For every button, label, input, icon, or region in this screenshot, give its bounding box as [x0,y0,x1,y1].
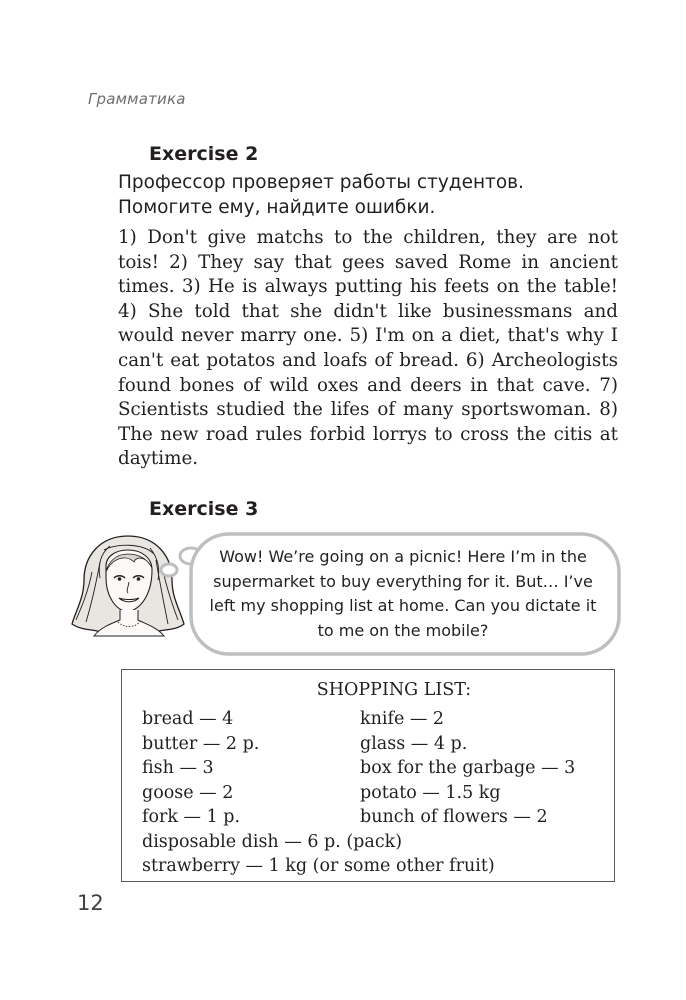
exercise-2-text: 1) Don't give matchs to the children, they are not tois! 2) They say that gees saved Rome in ancient times. 3) He is always putting his feets on the table! 4) She told that she didn't like businessmans and would never marry one. 5) I'm on a diet, that's why I can't eat potatos and loafs of bread. 6) Archeologists found bones of wild oxes and deers in that cave. 7) Scientists studied the lifes of many sportswoman. 8) The new road rules forbid lorrys to cross the citis at daytime. [118,227,618,470]
exercise-3-title: Exercise 3 [149,498,259,520]
shopping-list-box [121,669,615,882]
list-item: goose — 2 [142,782,234,803]
list-item: bread — 4 [142,709,234,729]
list-item: bunch of flowers — 2 [360,807,548,827]
list-item: butter — 2 p. [142,733,260,754]
exercise-2-title: Exercise 2 [149,143,259,165]
list-item: fish — 3 [142,758,214,778]
list-item: fork — 1 p. [142,807,241,827]
list-item: strawberry — 1 kg (or some other fruit) [142,856,495,876]
page-number: 12 [77,891,104,915]
list-item: disposable dish — 6 p. (pack) [142,831,403,852]
shopping-list-title: SHOPPING LIST: [316,680,472,700]
speech-bubble-text: Wow! We’re going on a picnic! Here I’m in the supermarket to buy everything for it. But… I’ve left my shopping list at home. Can you dictate it to me on the mobile? [209,547,597,640]
list-item: potato — 1.5 kg [360,782,501,803]
section-label: Грамматика [88,90,186,108]
list-item: glass — 4 p. [360,733,468,754]
exercise-2-instruction: Профессор проверяет работы студентов. Помогите ему, найдите ошибки. [118,172,524,218]
list-item: box for the garbage — 3 [360,758,576,778]
list-item: knife — 2 [360,709,445,729]
